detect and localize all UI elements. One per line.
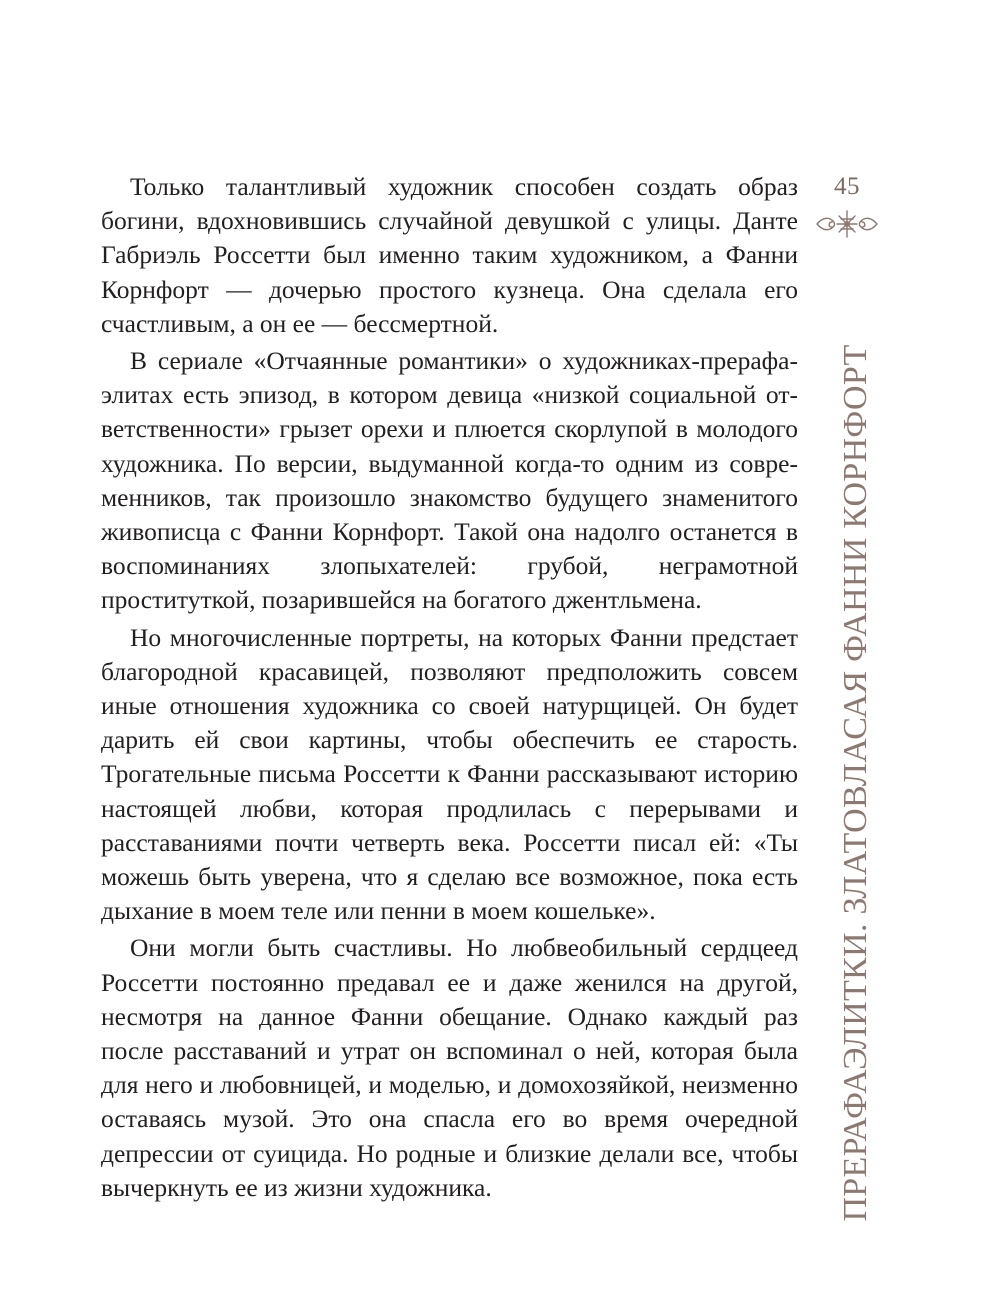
body-text <box>101 170 798 1208</box>
running-head-text: ПРЕРАФАЭЛИТКИ. ЗЛАТОВЛАСАЯ ФАННИ КОРНФОРТ <box>837 344 874 1222</box>
paragraph-3: Но многочисленные портреты, на которых Фанни предстает благородной красавицей, позволяют предположить совсем иные отношения художника со своей натурщицей. Он будет дарить ей свои картины, чтобы обеспечить ее старость. Трогательные письма Россетти к Фанни рассказывают историю настоящей любви, которая продлилась с перерывами и расставаниями почти четверть века. Россетти писал ей: «Ты можешь быть уверена, что я сделаю все возможное, пока есть дыхание в моем теле или пенни в моем кошельке». <box>101 622 798 926</box>
paragraph-4: Они могли быть счастливы. Но любвеобильный сердцеед Россетти постоянно предавал ее и даже женился на другой, несмотря на данное Фанни обещание. Однако каждый раз после расставаний и утрат он вспоминал о ней, которая была для него и любовницей, и моделью, и домохозяйкой, неизменно оставаясь музой. Это она спасла его во время очередной депрессии от суицида. Но родные и близкие делали все, чтобы вычеркнуть ее из жизни художника. <box>101 933 798 1202</box>
paragraph-2: В сериале «Отчаянные романтики» о художниках-прерафаэлитах есть эпизод, в котором девица «низкой социальной ответственности» грызет орехи и плюется скорлупой в молодого художника. По версии, выдуманной когда-то одним из современников, так произошло знакомство будущего знаменитого живописца с Фанни Корнфорт. Такой она надолго останется в воспоминаниях злопыхателей: грубой, неграмотной проституткой, позарившейся на богатого джентльмена. <box>101 346 798 615</box>
flourish-ornament-icon <box>815 208 879 240</box>
paragraph-1: Только талантливый художник способен создать образ богини, вдохновившись случайной девушкой с улицы. Данте Габриэль Россетти был именно таким художником, а Фанни Корнфорт — дочерью простого кузнеца. Она сделала его счастливым, а он ее — бессмертной. <box>101 172 798 338</box>
page-number: 45 <box>834 173 860 200</box>
